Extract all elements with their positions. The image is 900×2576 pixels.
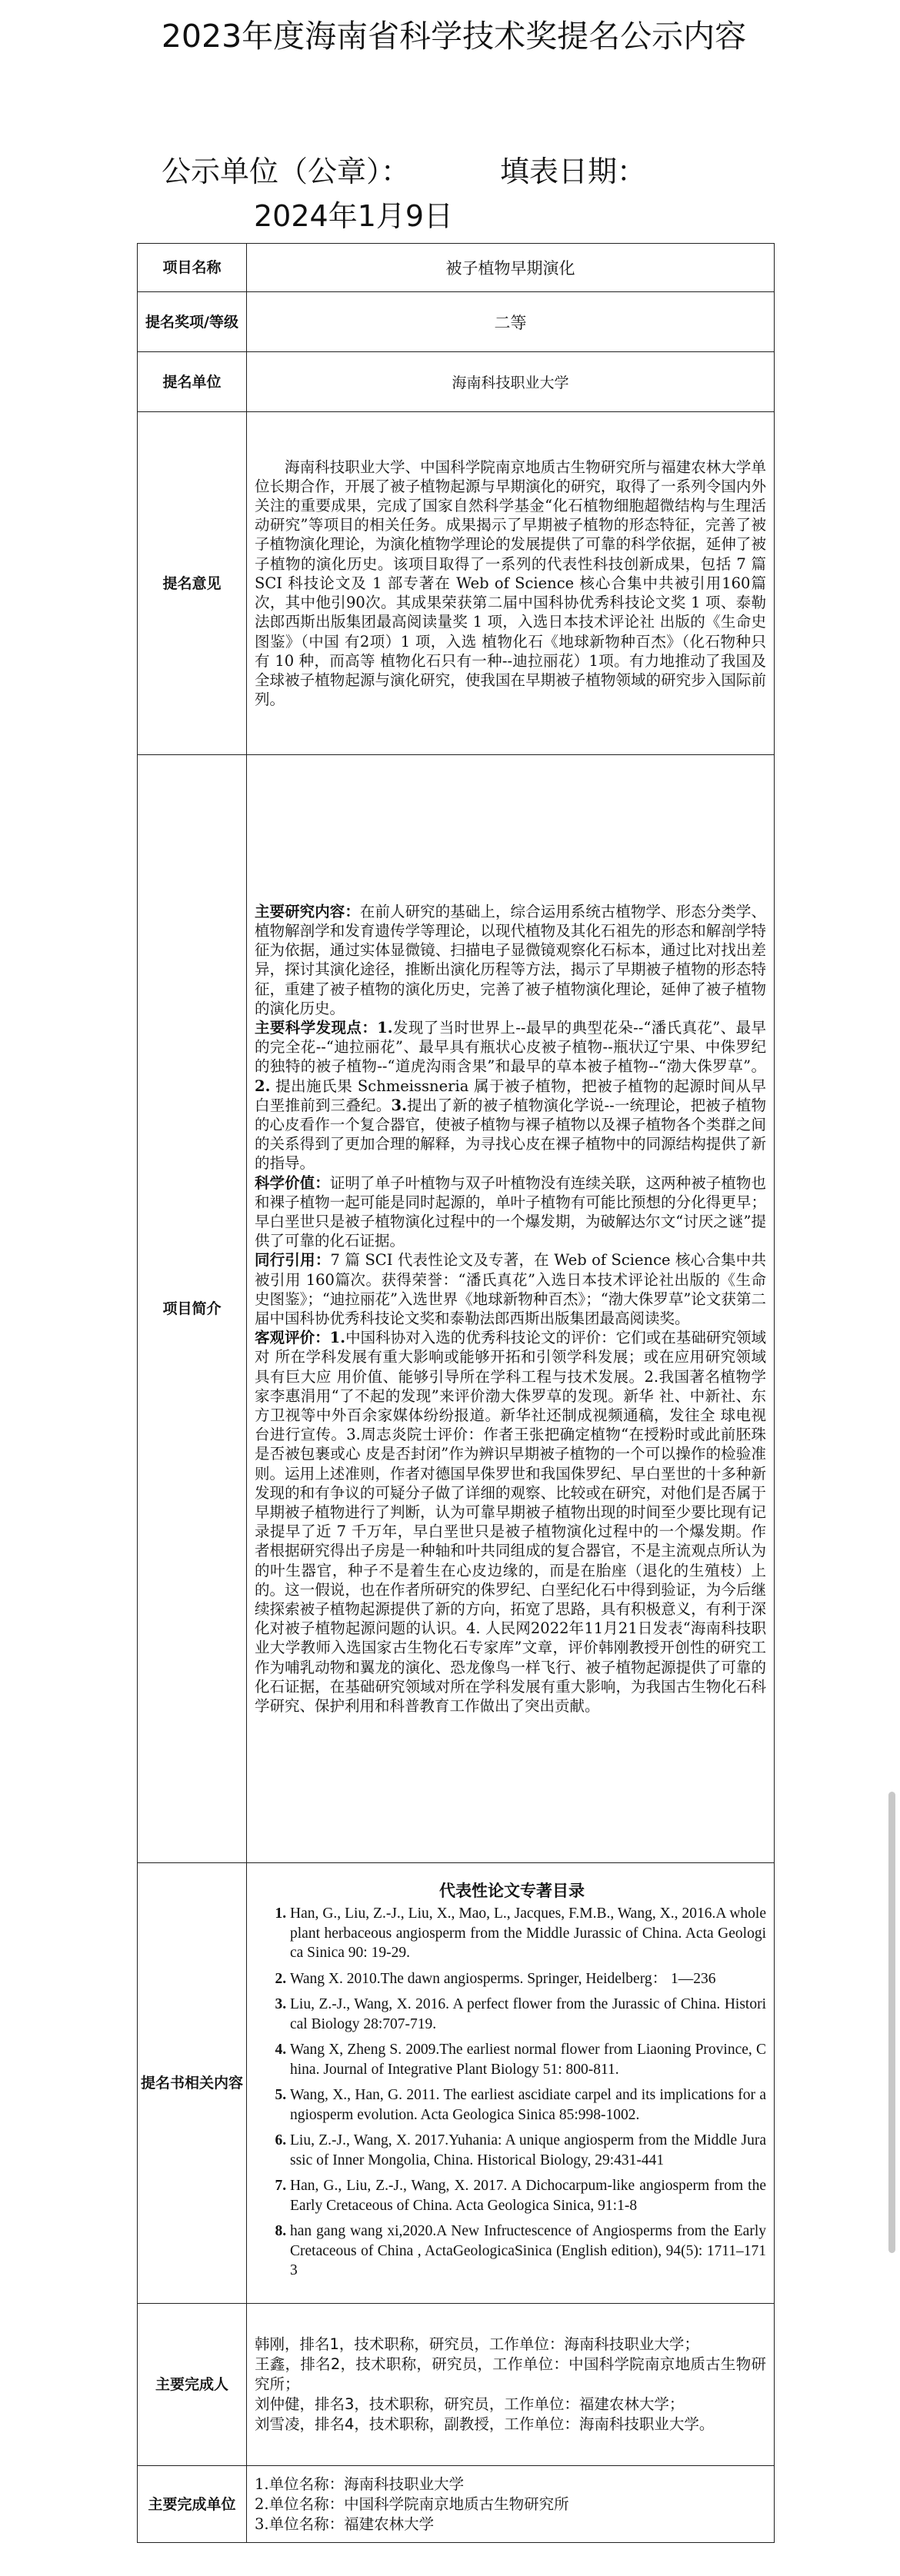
nominator-value: 海南科技职业大学 xyxy=(247,352,775,412)
completer-item: 王鑫，排名2，技术职称，研究员，工作单位：中国科学院南京地质古生物研究所； xyxy=(255,2355,766,2393)
paper-list xyxy=(258,1904,766,2281)
nomination-table xyxy=(137,243,775,2543)
evaluation-label: 客观评价： xyxy=(255,1329,330,1347)
row-opinion xyxy=(138,412,775,755)
row-nominator xyxy=(138,352,775,412)
date-value: 2024年1月9日 xyxy=(254,199,454,233)
main-content-paragraph xyxy=(255,902,766,1018)
papers-content xyxy=(247,1876,774,2290)
award-level-value: 二等 xyxy=(247,292,775,352)
citation-label: 同行引用： xyxy=(255,1251,331,1270)
project-name-label: 项目名称 xyxy=(138,244,247,292)
completers-cell xyxy=(247,2304,775,2466)
completers-label: 主要完成人 xyxy=(138,2304,247,2466)
evaluation-text: 中国科协对入选的优秀科技论文的评价：它们或在基础研究领域对 所在学科发展有重大影响或能够开拓和引领学科发展；或在应用研究领域具有巨大应 用价值、能够引导所在学科工程与技术发展。2.我国著名植物学家李惠涓用“了不起的发现”来评价渤大侏罗草的发现。新华 社、中新社、东方卫视等中外百余家媒体纷纷报道。新华社还制成视频通稿，发往全 球电视台进行宣传。3.周志炎院士评价：作者王张把确定植物“在授粉时或此前胚珠是否被包裹或心 皮是否封闭”作为辨识早期被子植物的一个可以操作的检验准则。运用上述准则，作者对德国早侏罗世和我国侏罗纪、早白垩世的十多种新发现的和有争议的可疑分子做了详细的观察、比较或在研究，对他们是否属于早期被子植物进行了判断，认为可靠早期被子植物出现的时间至少要比现有记录提早了近 7 千万年，早白垩世只是被子植物演化过程中的一个爆发期。作者根据研究得出子房是一种轴和叶共同组成的复合器官，不是主流观点所认为的叶生器官，种子不是着生在心皮边缘的，而是在胎座（退化的生殖枝）上的。这一假说，也在作者所研究的侏罗纪、白垩纪化石中得到验证，为今后继续探索被子植物起源提供了新的方向，拓宽了思路，具有积极意义，有利于深化对被子植物起源问题的认识。4. 人民网2022年11月21日发表“海南科技职业大学教师入选国家古生物化石专家库”文章，评价韩刚教授开创性的研究工作为哺乳动物和翼龙的演化、恐龙像鸟一样飞行、被子植物起源提供了可靠的化石证据，在基础研究领域对所在学科发展有重大影响，为我国古生物化石科学研究、保护利用和科普教育工作做出了突出贡献。 xyxy=(255,1329,766,1716)
completer-item: 刘仲健，排名3，技术职称，研究员，工作单位：福建农林大学； xyxy=(255,2395,685,2413)
findings-paragraph: 主要科学发现点：1.发现了当时世界上--最早的典型花朵--“潘氏真花”、最早的完全花--“迪拉丽花”、最早具有瓶状心皮被子植物--瓶状辽宁果、中侏罗纪的独特的被子植物--“道虎沟雨含果”和最早的草本被子植物--“渤大侏罗草”。 2. 提出施氏果 Schmeissneria 属于被子植物，把被子植物的起源时间从早白垩推前到三叠纪。3.提出了新的被子植物演化学说--一统理论，把被子植物的心皮看作一个复合器官，使被子植物与裸子植物以及裸子植物各个类群之间的关系得到了更加合理的解释，为寻找心皮在裸子植物中的同源结构提供了新的指导。 xyxy=(255,1018,766,1173)
paper-item: 3. Liu, Z.-J., Wang, X. 2016. A perfect flower from the Jurassic of China. Historical Biology 28:707-719. xyxy=(290,1995,766,2034)
nominator-label: 提名单位 xyxy=(138,352,247,412)
papers-cell xyxy=(247,1863,775,2304)
unit-item: 1.单位名称：海南科技职业大学 xyxy=(255,2474,465,2493)
page-title: 2023年度海南省科学技术奖提名公示内容 xyxy=(161,18,747,55)
row-intro xyxy=(138,755,775,1863)
row-papers xyxy=(138,1863,775,2304)
row-award-level xyxy=(138,292,775,352)
citation-text: 7 篇 SCI 代表性论文及专著，在 Web of Science 核心合集中共被引用 160篇次。获得荣誉：“潘氏真花”入选日本技术评论社出版的《生命史图鉴》；“迪拉丽花”入选世界《地球新物种百杰》；“渤大侏罗草”论文获第二届中国科协优秀科技论文奖和泰勒法郎西斯出版集团最高阅读奖。 xyxy=(255,1251,766,1327)
unit-item: 2.单位名称：中国科学院南京地质古生物研究所 xyxy=(255,2494,569,2513)
opinion-label: 提名意见 xyxy=(138,412,247,755)
opinion-cell xyxy=(247,412,775,755)
unit-item: 3.单位名称：福建农林大学 xyxy=(255,2514,435,2533)
units-label: 主要完成单位 xyxy=(138,2466,247,2543)
completer-item: 刘雪凌，排名4，技术职称，副教授，工作单位：海南科技职业大学。 xyxy=(255,2415,715,2433)
evaluation-paragraph: 客观评价：1.中国科协对入选的优秀科技论文的评价：它们或在基础研究领域对 所在学科发展有重大影响或能够开拓和引领学科发展；或在应用研究领域具有巨大应 用价值、能够引导所在学科工程与技术发展。2.我国著名植物学家李惠涓用“了不起的发现”来评价渤大侏罗草的发现。新华 社、中新社、东方卫视等中外百余家媒体纷纷报道。新华社还制成视频通稿，发往全 球电视台进行宣传。3.周志炎院士评价：作者王张把确定植物“在授粉时或此前胚珠是否被包裹或心 皮是否封闭”作为辨识早期被子植物的一个可以操作的检验准则。运用上述准则，作者对德国早侏罗世和我国侏罗纪、早白垩世的十多种新发现的和有争议的可疑分子做了详细的观察、比较或在研究，对他们是否属于早期被子植物进行了判断，认为可靠早期被子植物出现的时间至少要比现有记录提早了近 7 千万年，早白垩世只是被子植物演化过程中的一个爆发期。作者根据研究得出子房是一种轴和叶共同组成的复合器官，不是主流观点所认为的叶生器官，种子不是着生在心皮边缘的，而是在胎座（退化的生殖枝）上的。这一假说，也在作者所研究的侏罗纪、白垩纪化石中得到验证，为今后继续探索被子植物起源提供了新的方向，拓宽了思路，具有积极意义，有利于深化对被子植物起源问题的认识。4. 人民网2022年11月21日发表“海南科技职业大学教师入选国家古生物化石专家库”文章，评价韩刚教授开创性的研究工作为哺乳动物和翼龙的演化、恐龙像鸟一样飞行、被子植物起源提供了可靠的化石证据，在基础研究领域对所在学科发展有重大影响，为我国古生物化石科学研究、保护利用和科普教育工作做出了突出贡献。 xyxy=(255,1329,766,1716)
paper-item: 2. Wang X. 2010.The dawn angiosperms. Springer, Heidelberg： 1—236 xyxy=(290,1969,766,1989)
units-cell xyxy=(247,2466,775,2543)
opinion-text: 海南科技职业大学、中国科学院南京地质古生物研究所与福建农林大学单位长期合作，开展了被子植物起源与早期演化的研究，取得了一系列令国内外关注的重要成果，完成了国家自然科学基金“化石植物细胞超微结构与生理活动研究”等项目的相关任务。成果揭示了早期被子植物的形态特征，完善了被子植物演化理论，为演化植物学理论的发展提供了可靠的科学依据，延伸了被子植物的演化历史。该项目取得了一系列的代表性科技创新成果，包括 7 篇 SCI 科技论文及 1 部专著在 Web of Science 核心合集中共被引用160篇次，其中他引90次。其成果荣获第二届中国科协优秀科技论文奖 1 项、泰勒法郎西斯出版集团最高阅读量奖 1 项，入选日本技术评论社 出版的《生命史图鉴》（中国 有2项）1 项，入选 植物化石《地球新物种百杰》（化石物种只有 10 种，而高等 植物化石只有一种--迪拉丽花）1项。有力地推动了我国及全球被子植物起源与演化研究，使我国在早期被子植物领域的研究步入国际前列。 xyxy=(255,458,766,709)
value-paragraph xyxy=(255,1173,766,1251)
paper-item: 8. han gang wang xi,2020.A New Infructescence of Angiosperms from the Early Cretaceous of China , ActaGeologicaSinica (English edition), 94(5): 1711–1713 xyxy=(290,2222,766,2281)
paper-item: 1. Han, G., Liu, Z.-J., Liu, X., Mao, L., Jacques, F.M.B., Wang, X., 2016.A whole plant herbaceous angiosperm from the Middle Jurassic of China. Acta Geologica Sinica 90: 19-29. xyxy=(290,1904,766,1963)
paper-item: 5. Wang, X., Han, G. 2011. The earliest ascidiate carpel and its implications for angiosperm evolution. Acta Geologica Sinica 85:998-1002. xyxy=(290,2085,766,2125)
findings-label: 主要科学发现点： xyxy=(255,1018,378,1037)
date-label: 填表日期： xyxy=(500,155,647,188)
citation-paragraph xyxy=(255,1250,766,1328)
intro-cell xyxy=(247,755,775,1863)
intro-label: 项目简介 xyxy=(138,755,247,1863)
award-level-label: 提名奖项/等级 xyxy=(138,292,247,352)
papers-title: 代表性论文专著目录 xyxy=(439,1882,585,1901)
paper-item: 6. Liu, Z.-J., Wang, X. 2017.Yuhania: A unique angiosperm from the Middle Jurassic of Inner Mongolia, China. Historical Biology, 29:431-441 xyxy=(290,2131,766,2170)
main-content-label: 主要研究内容： xyxy=(255,902,360,920)
row-completers xyxy=(138,2304,775,2466)
paper-item: 4. Wang X, Zheng S. 2009.The earliest normal flower from Liaoning Province, China. Journal of Integrative Plant Biology 51: 800-811. xyxy=(290,2040,766,2079)
completers-list xyxy=(247,2330,774,2439)
scrollbar-thumb[interactable] xyxy=(888,1792,895,2253)
project-name-value: 被子植物早期演化 xyxy=(247,244,775,292)
row-units xyxy=(138,2466,775,2543)
papers-label: 提名书相关内容 xyxy=(138,1863,247,2304)
row-project-name xyxy=(138,244,775,292)
finding-1: 发现了当时世界上--最早的典型花朵--“潘氏真花”、最早的完全花--“迪拉丽花”、最早具有瓶状心皮被子植物--瓶状辽宁果、中侏罗纪的独特的被子植物--“道虎沟雨含果”和最早的草本被子植物--“渤大侏罗草”。 xyxy=(255,1018,766,1076)
unit-label: 公示单位（公章）： xyxy=(162,155,411,188)
intro-content xyxy=(247,897,774,1721)
finding-2: 提出施氏果 Schmeissneria 属于被子植物，把被子植物的起源时间从早白垩推前到三叠纪。 xyxy=(255,1077,766,1114)
paper-item: 7. Han, G., Liu, Z.-J., Wang, X. 2017. A Dichocarpum-like angiosperm from the Early Cretaceous of China. Acta Geologica Sinica, 91:1-8 xyxy=(290,2176,766,2215)
value-text: 证明了单子叶植物与双子叶植物没有连续关联，这两种被子植物也和裸子植物一起可能是同时起源的，单叶子植物有可能比预想的分化得更早；早白垩世只是被子植物演化过程中的一个爆发期，为破解达尔文“讨厌之谜”提供了可靠的化石证据。 xyxy=(255,1173,766,1250)
main-content-text: 在前人研究的基础上，综合运用系统古植物学、形态分类学、植物解剖学和发育遗传学等理论，以现代植物及其化石祖先的形态和解剖学特征为依据，通过实体显微镜、扫描电子显微镜观察化石标本，通过比对找出差异，探讨其演化途径，推断出演化历程等方法，揭示了早期被子植物的形态特征，重建了被子植物的演化历史，完善了被子植物演化理论，延伸了被子植物的演化历史。 xyxy=(255,902,766,1017)
units-list xyxy=(247,2470,774,2539)
completer-item: 韩刚，排名1，技术职称，研究员，工作单位：海南科技职业大学； xyxy=(255,2335,699,2353)
value-label: 科学价值： xyxy=(255,1173,330,1192)
finding-3: 提出了新的被子植物演化学说--一统理论，把被子植物的心皮看作一个复合器官，使被子植物与裸子植物以及裸子植物各个类群之间的关系得到了更加合理的解释，为寻找心皮在裸子植物中的同源结构提供了新的指导。 xyxy=(255,1096,766,1173)
